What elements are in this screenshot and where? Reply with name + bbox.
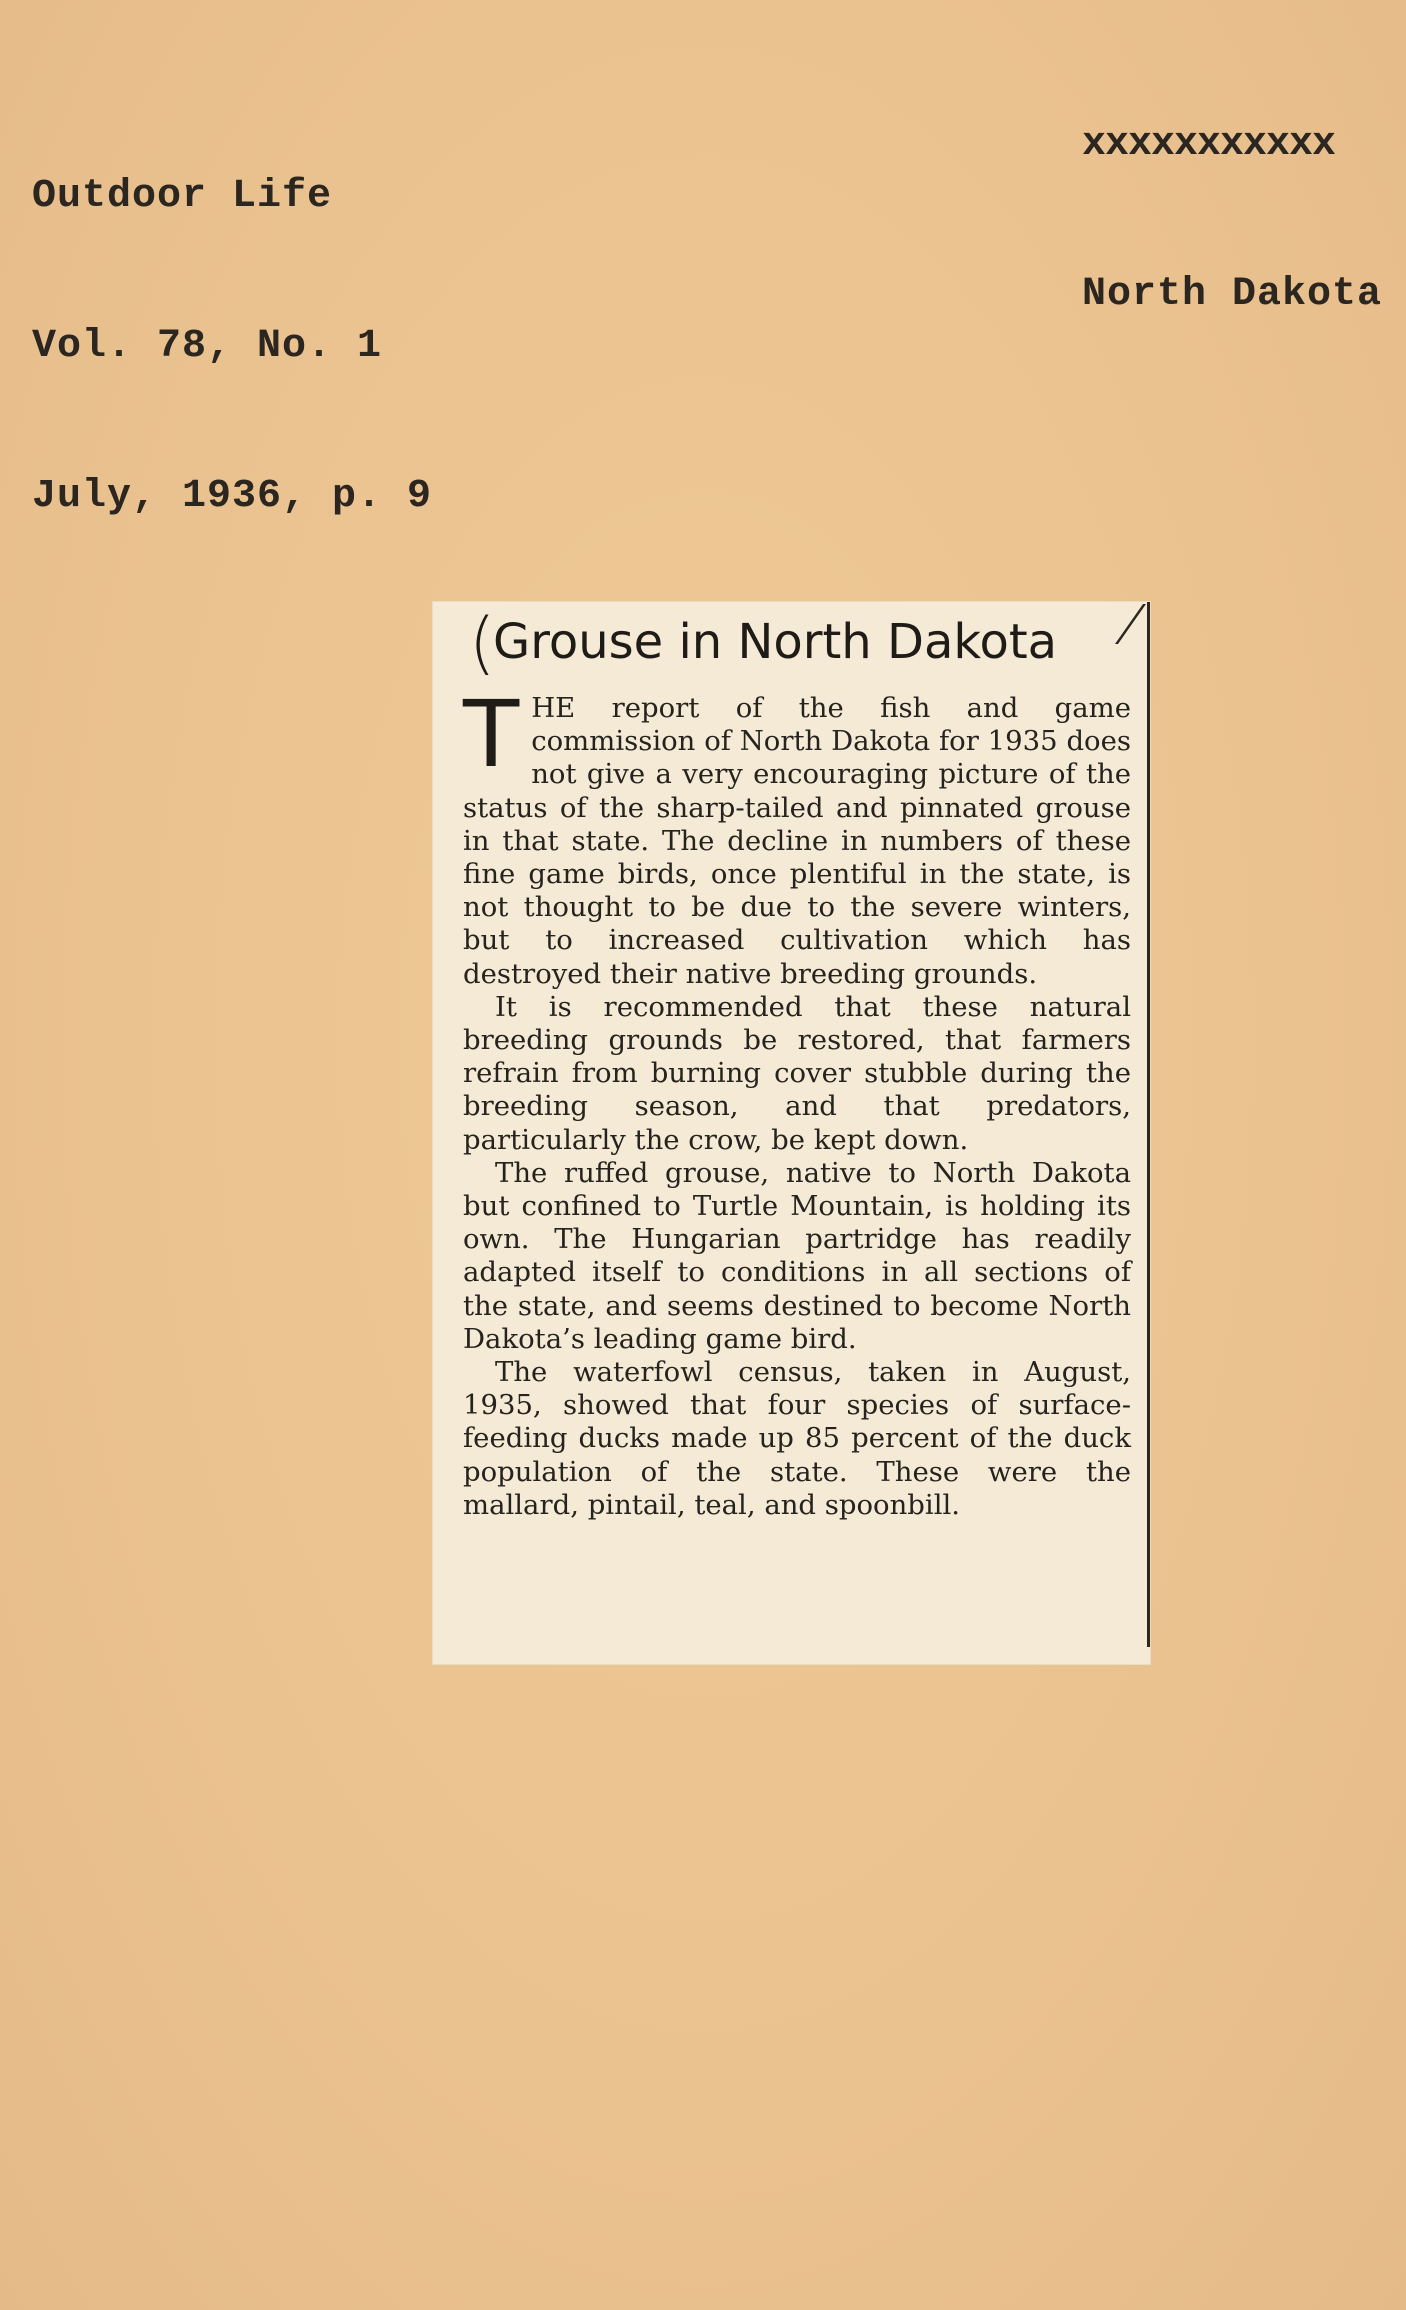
citation-date-page: July, 1936, p. 9 <box>32 474 433 519</box>
corner-mark <box>1089 604 1146 644</box>
state-label-block <box>1082 20 1382 420</box>
column-rule <box>1147 602 1150 1647</box>
article-paragraph-3: The ruffed grouse, native to North Dakota but confined to Turtle Mountain, is holding its own. The Hungarian partridge has readily adapted itself to conditions in all sections of the state, and seems destined to become North Dakota’s leading game bird. <box>463 1156 1131 1355</box>
article-paragraph-2: It is recommended that these natural breeding grounds be restored, that farmers refrain from burning cover stubble during the breeding season, and that predators, particularly the crow, be kept down. <box>463 990 1131 1156</box>
article-body <box>463 681 1131 1522</box>
newspaper-clipping <box>433 602 1150 1664</box>
headline-bracket: ( <box>469 604 496 683</box>
article-headline: Grouse in North Dakota <box>493 614 1058 670</box>
state-label: North Dakota <box>1081 272 1382 317</box>
drop-cap: T <box>463 681 520 788</box>
citation-volume: Vol. 78, No. 1 <box>32 324 383 369</box>
article-paragraph-4: The waterfowl census, taken in August, 1935, showed that four species of surface-feeding ducks made up 85 percent of the duck population of the state. These were the mallard, pintail, teal, and spoonbill. <box>463 1356 1131 1521</box>
struck-out-label: xxxxxxxxxxx <box>1081 122 1335 167</box>
article-paragraph-1 <box>463 681 1131 991</box>
citation-publication: Outdoor Life <box>32 174 333 219</box>
citation-block <box>32 72 432 622</box>
paragraph-1-text: HE report of the fish and game commission of North Dakota for 1935 does not give a very encouraging picture of the status of the sharp-tailed and pinnated grouse in that state. The decline in numbers of these fine game birds, once plentiful in the state, is not thought to be due to the severe winters, but to increased cultivation which has destroyed their native breeding grounds. <box>463 692 1131 990</box>
